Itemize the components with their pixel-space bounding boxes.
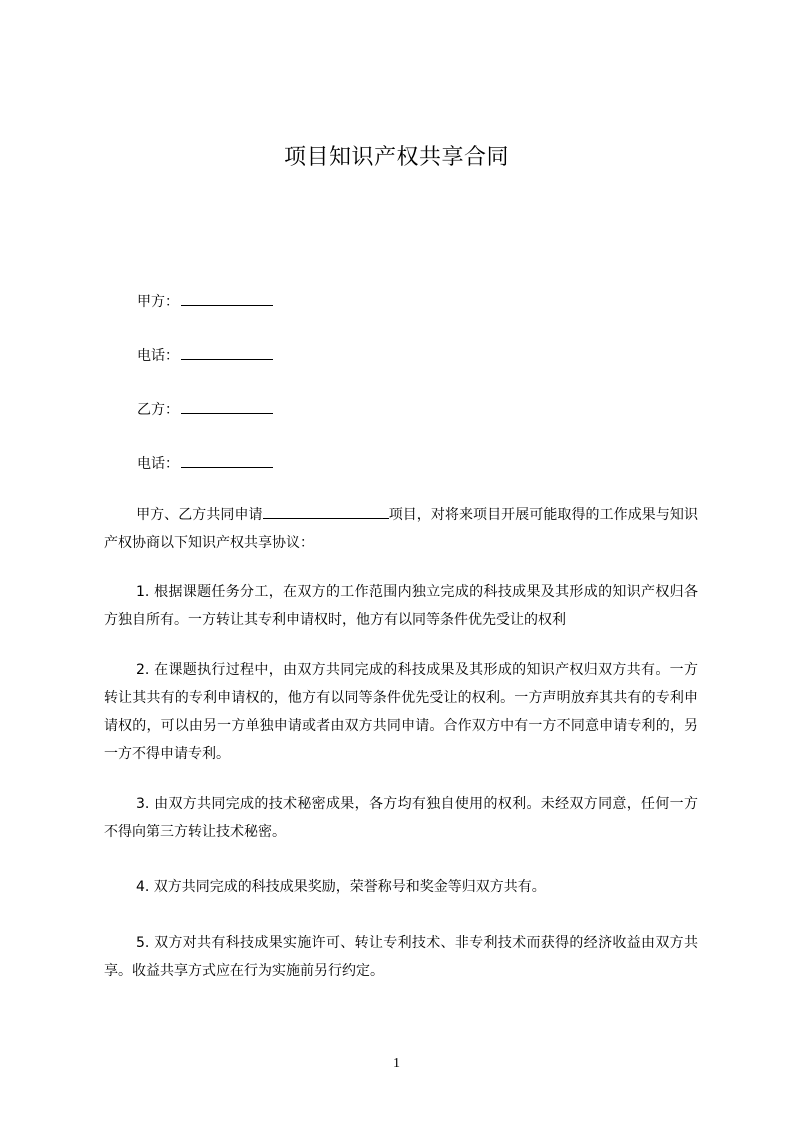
clause-3 — [104, 790, 698, 846]
party-a-blank — [181, 290, 273, 306]
party-b-phone-label: 电话： — [137, 456, 179, 472]
clause-4 — [104, 873, 698, 901]
party-a-label: 甲方： — [137, 294, 179, 310]
intro-after-blank: 项目，对将来项目开展可能取得的工作成果与知识产权协商以下知识产权共享协议： — [104, 507, 698, 551]
document-title: 项目知识产权共享合同 — [283, 145, 509, 170]
party-b-line — [137, 398, 273, 420]
clause-4-text: 4. 双方共同完成的科技成果奖励，荣誉称号和奖金等归双方共有。 — [136, 879, 546, 895]
party-a-line — [137, 290, 273, 312]
project-name-blank — [263, 503, 389, 519]
intro-before-blank: 甲方、乙方共同申请 — [136, 507, 263, 523]
intro-paragraph — [104, 501, 698, 557]
clause-1 — [104, 578, 698, 634]
party-a-phone-blank — [181, 344, 273, 360]
clause-1-text: 1. 根据课题任务分工，在双方的工作范围内独立完成的科技成果及其形成的知识产权归各方独自所有。一方转让其专利申请权时，他方有以同等条件优先受让的权利 — [104, 584, 698, 628]
party-a-phone-label: 电话： — [137, 348, 179, 364]
clause-5-text: 5. 双方对共有科技成果实施许可、转让专利技术、非专利技术而获得的经济收益由双方共享。收益共享方式应在行为实施前另行约定。 — [104, 935, 698, 979]
party-a-phone-line — [137, 344, 273, 366]
clause-2 — [104, 656, 698, 768]
party-b-phone-line — [137, 452, 273, 474]
clause-5 — [104, 929, 698, 985]
party-b-phone-blank — [181, 452, 273, 468]
clause-3-text: 3. 由双方共同完成的技术秘密成果，各方均有独自使用的权利。未经双方同意，任何一方不得向第三方转让技术秘密。 — [104, 796, 698, 840]
page-number: 1 — [393, 1056, 400, 1071]
party-b-label: 乙方： — [137, 402, 179, 418]
clause-2-text: 2. 在课题执行过程中，由双方共同完成的科技成果及其形成的知识产权归双方共有。一方转让其共有的专利申请权的，他方有以同等条件优先受让的权利。一方声明放弃其共有的专利申请权的，可以由另一方单独申请或者由双方共同申请。合作双方中有一方不同意申请专利的，另一方不得申请专利。 — [104, 662, 698, 762]
party-b-blank — [181, 398, 273, 414]
